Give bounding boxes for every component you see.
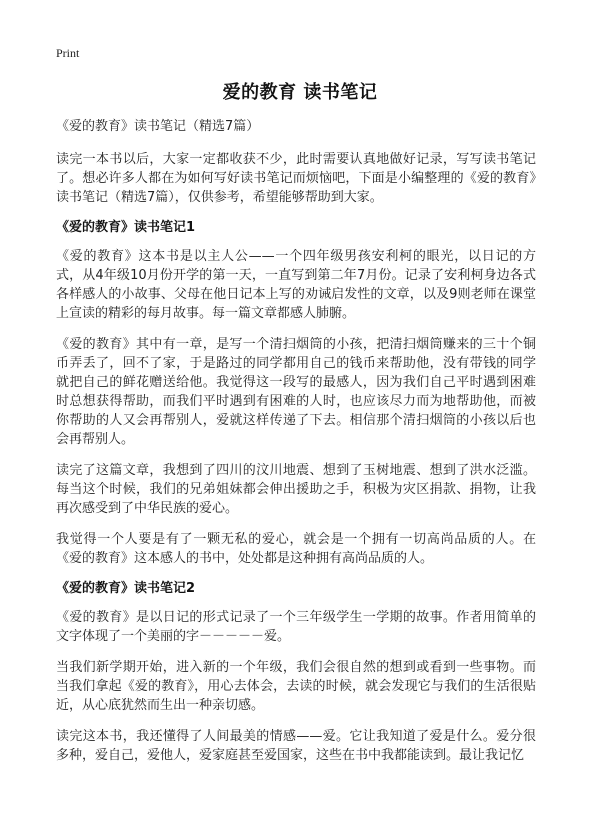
section-heading: 《爱的教育》读书笔记2 — [56, 581, 196, 596]
document-subtitle: 《爱的教育》读书笔记（精选7篇） — [56, 119, 260, 134]
page-title: 爱的教育 读书笔记 — [222, 82, 378, 103]
section-heading: 《爱的教育》读书笔记1 — [56, 220, 196, 235]
print-link[interactable]: Print — [56, 46, 80, 60]
paragraph: 读完这本书，我还懂得了人间最美的情感——爱。它让我知道了爱是什么。爱分很多种，爱自己，爱他人，爱家庭甚至爱国家，这些在书中我都能读到。最让我记忆 — [56, 729, 536, 763]
paragraph: 《爱的教育》其中有一章，是写一个清扫烟筒的小孩，把清扫烟筒赚来的三十个铜币弄丢了，回不了家，于是路过的同学都用自己的钱币来帮助他，没有带钱的同学就把自己的鲜花赠送给他。我觉得这一段写的最感人，因为我们自己平时遇到困难时总想获得帮助，而我们平时遇到有困难的人时，也应该尽力而为地帮助他，而被你帮助的人又会再帮别人，爱就这样传递了下去。相信那个清扫烟筒的小孩以后也会再帮别人。 — [56, 337, 536, 447]
document-body — [56, 118, 536, 777]
paragraph: 当我们新学期开始，进入新的一个年级，我们会很自然的想到或看到一些事物。而当我们拿起《爱的教育》，用心去体会，去读的时候，就会发现它与我们的生活很贴近，从心底犹然而生出一种亲切感。 — [56, 660, 536, 713]
paragraph: 读完了这篇文章，我想到了四川的汶川地震、想到了玉树地震、想到了洪水泛滥。每当这个时候，我们的兄弟姐妹都会伸出援助之手，积极为灾区捐款、捐物，让我再次感受到了中华民族的爱心。 — [56, 463, 536, 516]
paragraph: 《爱的教育》是以日记的形式记录了一个三年级学生一学期的故事。作者用简单的文字体现了一个美丽的字－－－－－爱。 — [56, 610, 536, 644]
intro-paragraph: 读完一本书以后，大家一定都收获不少，此时需要认真地做好记录，写写读书笔记了。想必许多人都在为如何写好读书笔记而烦恼吧，下面是小编整理的《爱的教育》读书笔记（精选7篇），仅供参考，希望能够帮助到大家。 — [56, 152, 536, 205]
paragraph: 《爱的教育》这本书是以主人公——一个四年级男孩安利柯的眼光，以日记的方式，从4年级10月份开学的第一天，一直写到第二年7月份。记录了安利柯身边各式各样感人的小故事、父母在他日记本上写的劝诫启发性的文章，以及9则老师在课堂上宣读的精彩的每月故事。每一篇文章都感人肺腑。 — [56, 249, 536, 321]
paragraph: 我觉得一个人要是有了一颗无私的爱心，就会是一个拥有一切高尚品质的人。在《爱的教育》这本感人的书中，处处都是这种拥有高尚品质的人。 — [56, 532, 536, 566]
